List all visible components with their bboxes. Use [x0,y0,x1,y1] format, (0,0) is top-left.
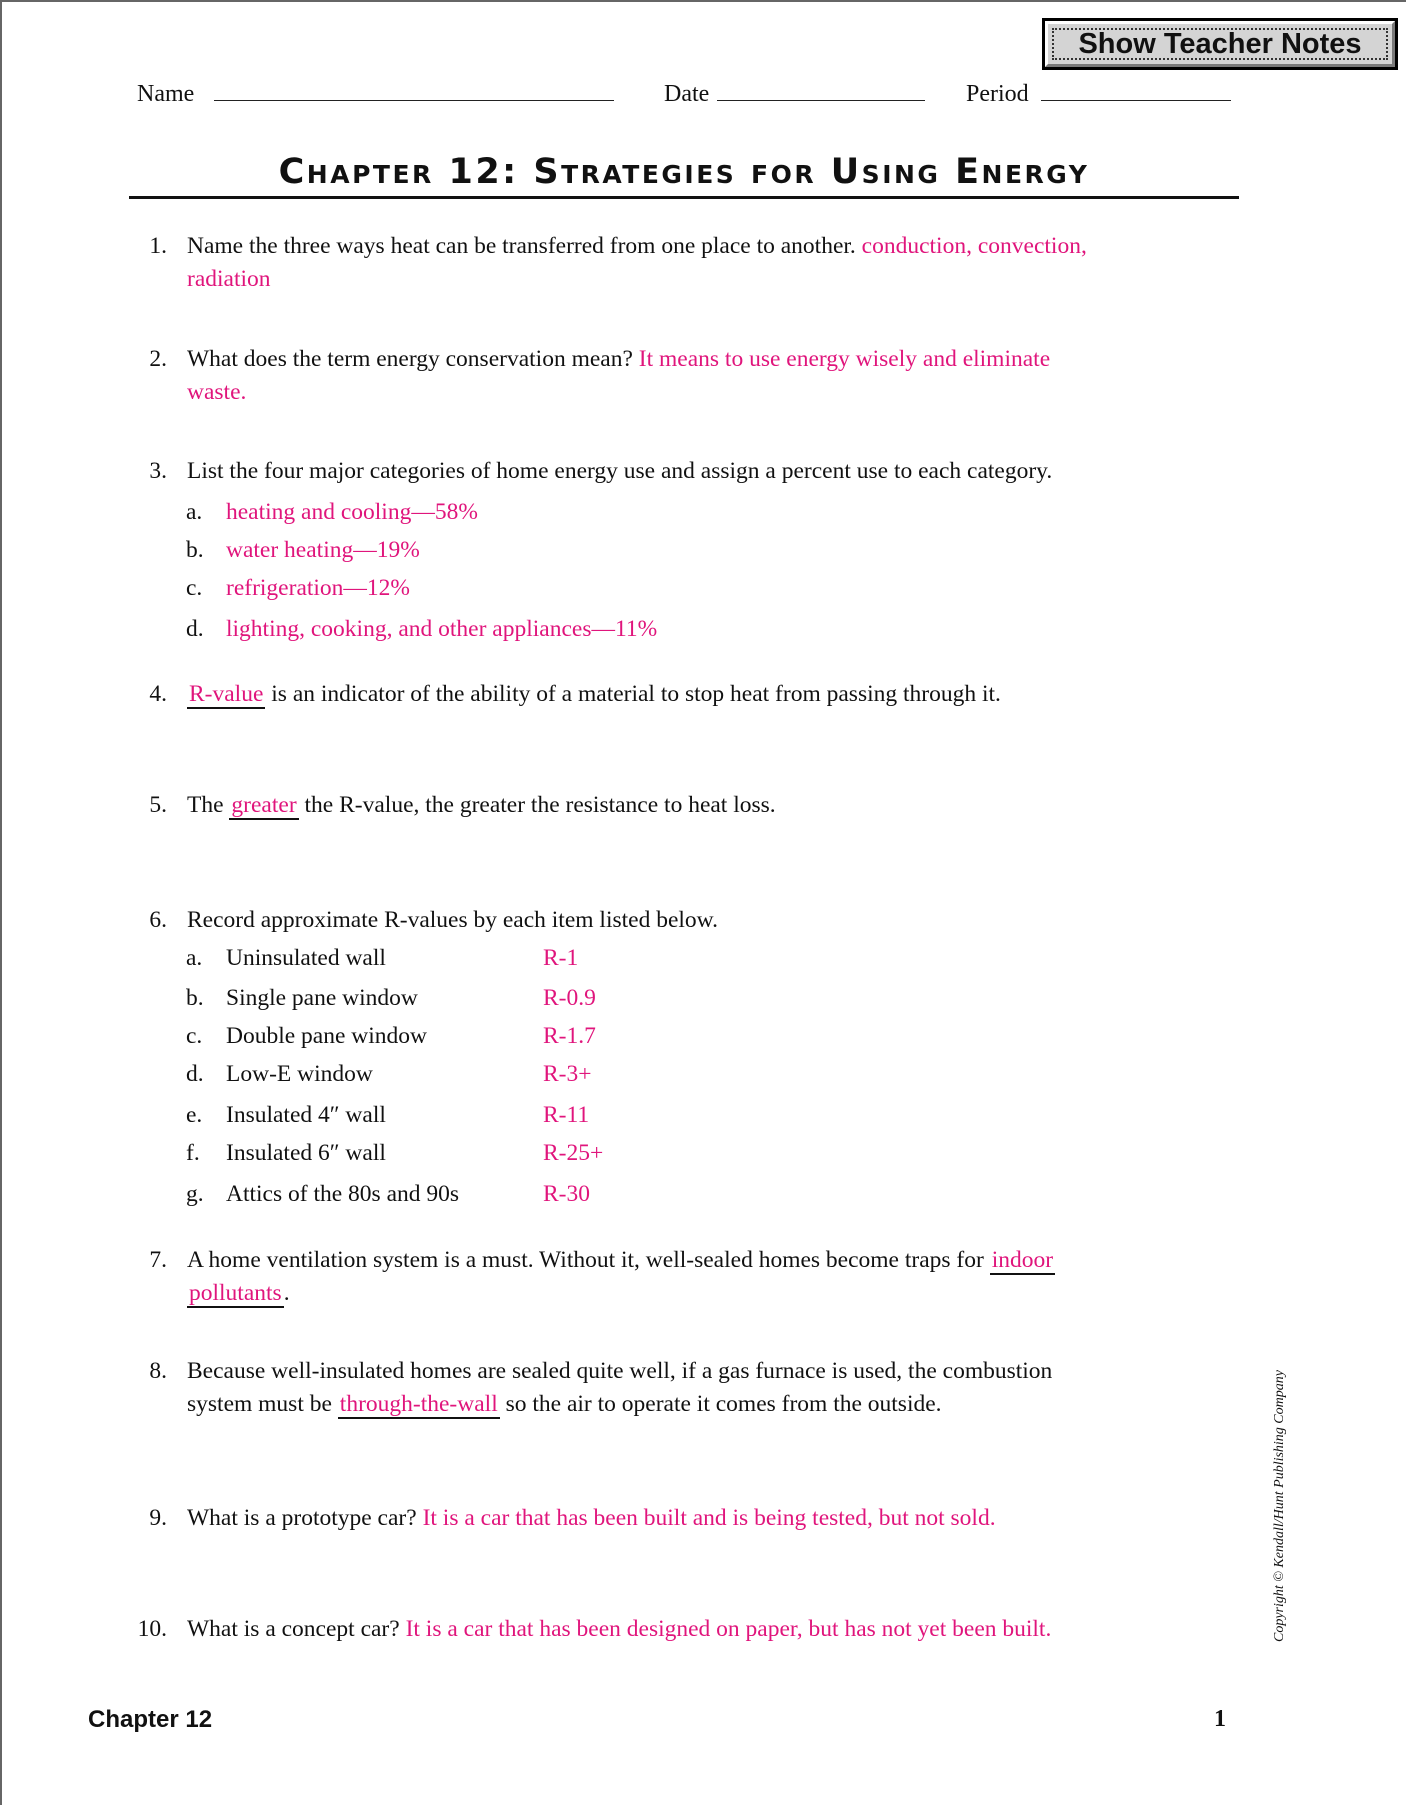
fill-in-blank: R-value [189,681,264,707]
list-item [186,572,411,605]
item-letter: d. [186,616,204,642]
name-label: Name [137,81,195,107]
question-10 [137,1613,1052,1646]
r-value-row [186,942,386,975]
item-letter: e. [186,1102,203,1128]
question-number: 6. [149,907,167,933]
footer-page-number: 1 [1214,1706,1226,1732]
r-value-row [186,1099,386,1132]
r-value-answer: R-30 [543,1181,590,1207]
answer-text: It is a car that has been designed on paper, but has not yet been built. [405,1616,1052,1642]
name-blank-line[interactable] [214,78,614,101]
fill-in-blank: greater [231,792,297,818]
question-text: What is a concept car? [187,1616,400,1642]
item-letter: b. [186,537,204,563]
item-label: Insulated 6″ wall [226,1140,386,1166]
item-letter: f. [186,1140,200,1166]
answer-text-cont: radiation [187,266,271,292]
item-letter: b. [186,985,204,1011]
answer-text: It is a car that has been built and is being tested, but not sold. [422,1505,996,1531]
name-field [137,78,614,108]
question-text: Because well-insulated homes are sealed quite well, if a gas furnace is used, the combustion [187,1358,1053,1384]
show-teacher-notes-label[interactable]: Show Teacher Notes [1045,21,1395,67]
answer-text: water heating—19% [226,537,420,563]
list-item [186,496,478,529]
question-number: 2. [149,346,167,372]
r-value-answer: R-25+ [543,1140,604,1166]
r-value-row [186,1137,386,1170]
date-blank-line[interactable] [717,78,925,101]
question-number: 3. [149,458,167,484]
date-field [664,78,925,108]
title-divider [129,196,1239,199]
answer-text: refrigeration—12% [226,575,411,601]
item-letter: g. [186,1181,204,1207]
item-letter: d. [186,1061,204,1087]
r-value-row [186,982,418,1015]
list-item [186,613,658,646]
question-text: What is a prototype car? [187,1505,417,1531]
show-teacher-notes-button[interactable] [1042,18,1398,70]
item-label: Low-E window [226,1061,373,1087]
fill-in-blank-cont: pollutants [189,1280,282,1306]
question-text-pre: The [187,792,224,818]
item-letter: c. [186,1023,203,1049]
r-value-row [186,1178,460,1211]
question-9 [149,1502,996,1535]
question-number: 10. [137,1616,167,1642]
list-item [186,534,420,567]
question-text-3: so the air to operate it comes from the outside. [505,1391,942,1417]
question-text: Name the three ways heat can be transferred from one place to another. [187,233,856,259]
answer-text: lighting, cooking, and other appliances—11% [226,616,658,642]
question-3 [149,455,1053,488]
question-2 [149,343,1051,409]
question-5 [149,789,776,822]
r-value-answer: R-1.7 [543,1023,596,1049]
question-number: 8. [149,1358,167,1384]
date-label: Date [664,81,710,107]
footer-chapter: Chapter 12 [88,1706,213,1733]
question-text: List the four major categories of home energy use and assign a percent use to each category. [187,458,1053,484]
item-label: Attics of the 80s and 90s [226,1181,460,1207]
period-field [966,78,1231,108]
r-value-answer: R-0.9 [543,985,596,1011]
r-value-answer: R-11 [543,1102,590,1128]
question-number: 1. [149,233,167,259]
question-text-end: . [283,1280,290,1306]
answer-text-cont: waste. [187,379,247,405]
question-text: is an indicator of the ability of a material to stop heat from passing through it. [271,681,1001,707]
question-6 [149,904,718,937]
item-label: Insulated 4″ wall [226,1102,386,1128]
question-1 [149,230,1087,296]
fill-in-blank: indoor [991,1247,1054,1273]
item-label: Single pane window [226,985,418,1011]
item-letter: a. [186,499,203,525]
r-value-row [186,1058,373,1091]
question-4 [149,678,1001,711]
question-text: Record approximate R-values by each item listed below. [187,907,718,933]
r-value-answer: R-3+ [543,1061,592,1087]
answer-text: It means to use energy wisely and eliminate [638,346,1051,372]
question-text: What does the term energy conservation mean? [187,346,633,372]
item-label: Uninsulated wall [226,945,386,971]
question-8 [149,1355,1053,1421]
item-letter: a. [186,945,203,971]
question-number: 5. [149,792,167,818]
page-title: Chapter 12: Strategies for Using Energy [278,152,1090,192]
question-number: 4. [149,681,167,707]
item-letter: c. [186,575,203,601]
question-text: the R-value, the greater the resistance to heat loss. [304,792,776,818]
period-blank-line[interactable] [1041,78,1231,101]
question-text-2: system must be [187,1391,332,1417]
fill-in-blank: through-the-wall [339,1391,498,1417]
copyright-notice: Copyright © Kendall/Hunt Publishing Company [1272,1370,1287,1642]
item-label: Double pane window [226,1023,428,1049]
question-7 [149,1244,1055,1310]
period-label: Period [966,81,1029,107]
r-value-row [186,1020,428,1053]
question-number: 7. [149,1247,167,1273]
question-text: A home ventilation system is a must. Without it, well-sealed homes become traps for [187,1247,984,1273]
answer-text: heating and cooling—58% [226,499,478,525]
question-number: 9. [149,1505,167,1531]
answer-text: conduction, convection, [861,233,1087,259]
r-value-answer: R-1 [543,945,579,971]
